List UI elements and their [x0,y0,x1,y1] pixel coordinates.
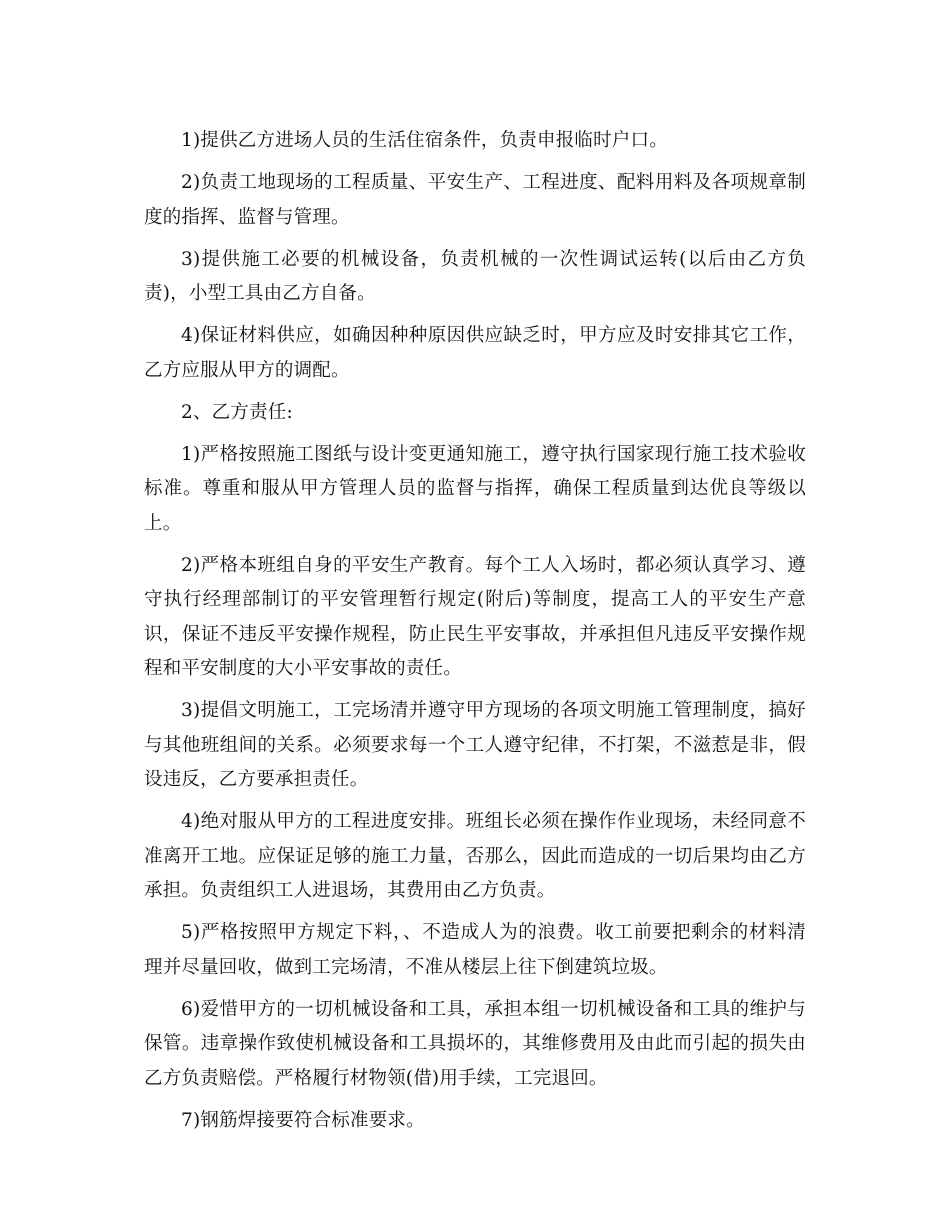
paragraph-jia-4: 4)保证材料供应，如确因种种原因供应缺乏时，甲方应及时安排其它工作，乙方应服从甲方的调配。 [144,325,806,381]
paragraph-yi-4: 4)绝对服从甲方的工程进度安排。班组长必须在操作作业现场，未经同意不准离开工地。应保证足够的施工力量，否那么，因此而造成的一切后果均由乙方承担。负责组织工人进退场，其费用由乙方负责。 [144,811,806,901]
paragraph-jia-3: 3)提供施工必要的机械设备，负责机械的一次性调试运转(以后由乙方负责)，小型工具由乙方自备。 [144,248,806,304]
section-heading-yi-responsibility: 2、乙方责任: [181,401,293,423]
paragraph-yi-5: 5)严格按照甲方规定下料，、不造成人为的浪费。收工前要把剩余的材料清理并尽量回收，做到工完场清，不准从楼层上往下倒建筑垃圾。 [144,922,806,978]
paragraph-yi-7: 7)钢筋焊接要符合标准要求。 [181,1109,425,1131]
paragraph-yi-6: 6)爱惜甲方的一切机械设备和工具，承担本组一切机械设备和工具的维护与保管。违章操作致使机械设备和工具损坏的，其维修费用及由此而引起的损失由乙方负责赔偿。严格履行材物领(借)用手续，工完退回。 [144,998,806,1089]
paragraph-yi-1: 1)严格按照施工图纸与设计变更通知施工，遵守执行国家现行施工技术验收标准。尊重和服从甲方管理人员的监督与指挥，确保工程质量到达优良等级以上。 [144,443,806,534]
paragraph-jia-2: 2)负责工地现场的工程质量、平安生产、工程进度、配料用料及各项规章制度的指挥、监督与管理。 [144,172,806,228]
paragraph-jia-1: 1)提供乙方进场人员的生活住宿条件，负责申报临时户口。 [181,130,668,151]
paragraph-yi-3: 3)提倡文明施工，工完场清并遵守甲方现场的各项文明施工管理制度，搞好与其他班组间的关系。必须要求每一个工人遵守纪律，不打架，不滋惹是非，假设违反，乙方要承担责任。 [144,700,806,790]
paragraph-yi-2: 2)严格本班组自身的平安生产教育。每个工人入场时，都必须认真学习、遵守执行经理部制订的平安管理暂行规定(附后)等制度，提高工人的平安生产意识，保证不违反平安操作规程，防止民生平安事故，并承担但凡违反平安操作规程和平安制度的大小平安事故的责任。 [144,554,806,679]
